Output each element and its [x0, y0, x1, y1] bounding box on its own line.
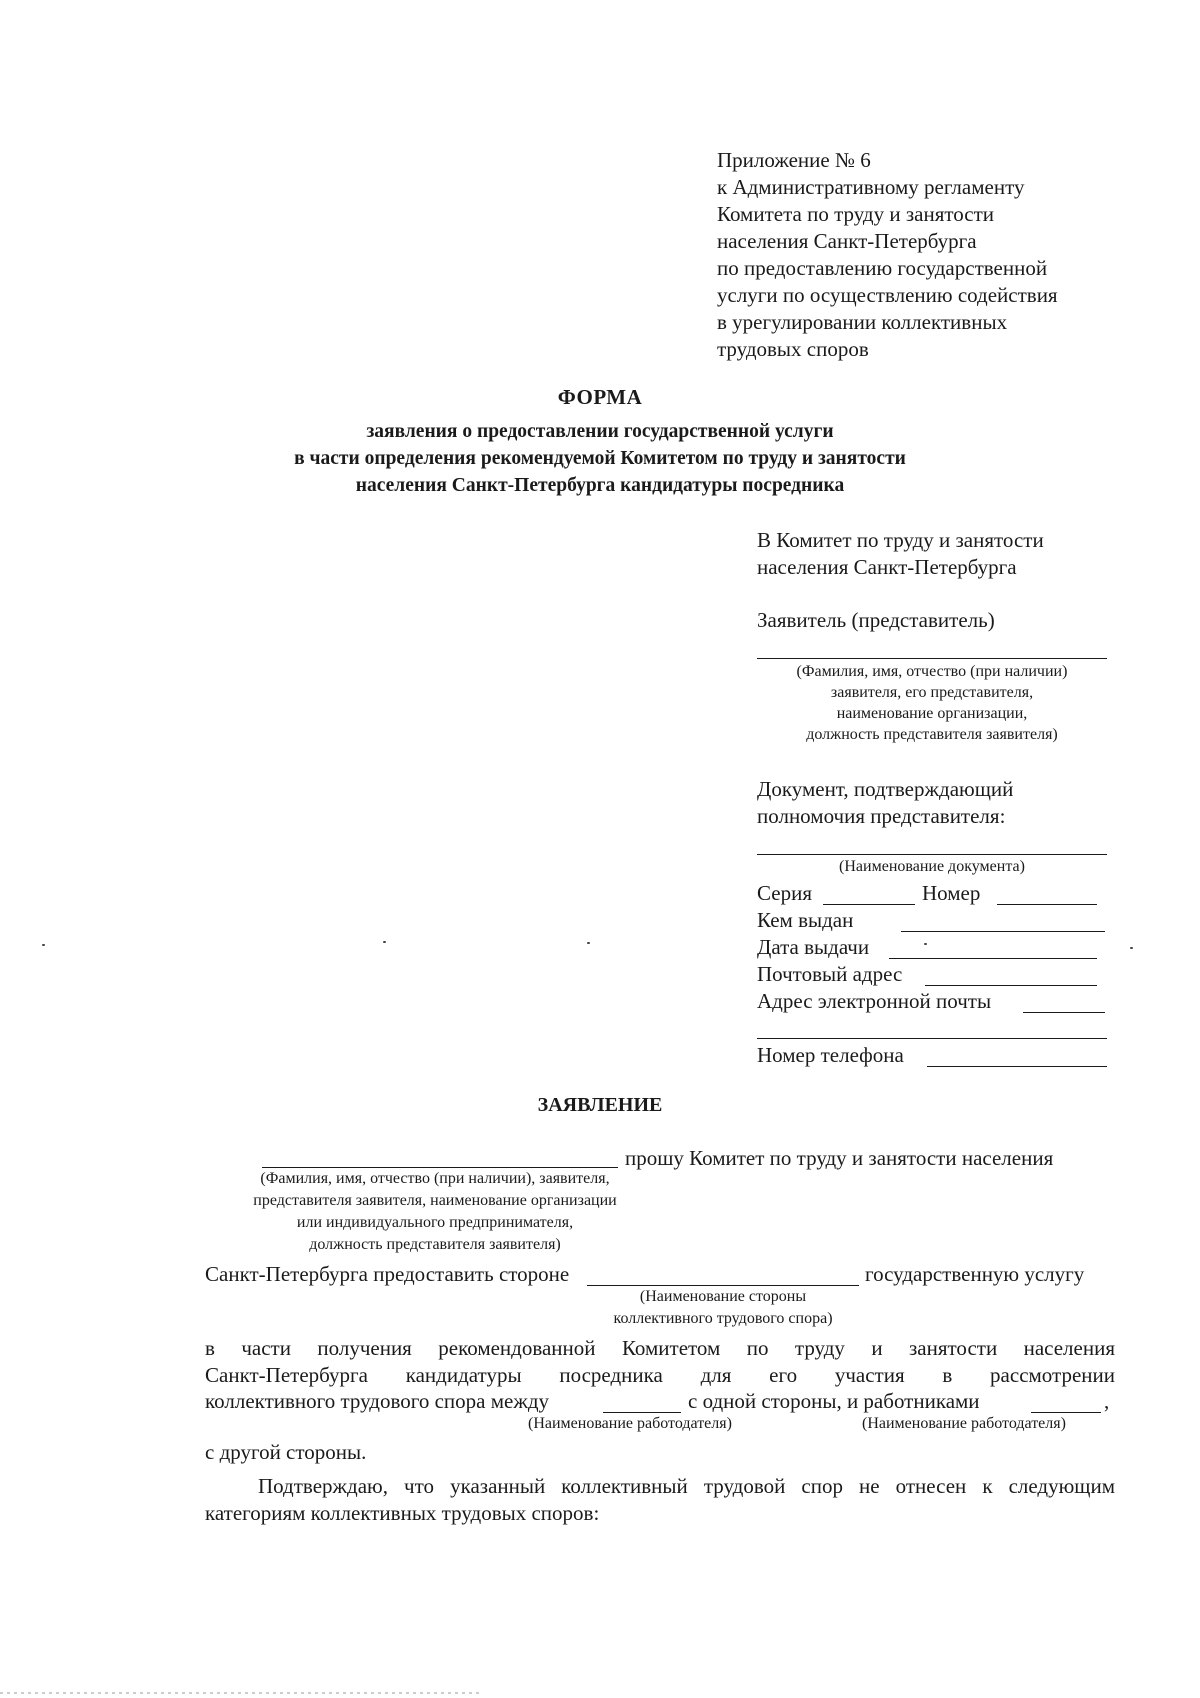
form-subtitle-line: в части определения рекомендуемой Комитетом по труду и занятости: [294, 448, 906, 469]
party-caption: коллективного трудового спора): [613, 1310, 833, 1327]
form-subtitle-line: заявления о предоставлении государственной услуги: [366, 421, 834, 442]
statement-title: ЗАЯВЛЕНИЕ: [537, 1094, 663, 1116]
confirm-line: Подтверждаю, что указанный коллективный трудовой спор не отнесен к следующим: [258, 1474, 1115, 1498]
applicant-label: Заявитель (представитель): [757, 608, 995, 632]
employer-caption: (Наименование работодателя): [862, 1415, 1066, 1432]
scan-speck: [42, 944, 45, 946]
paragraph-line4: с другой стороны.: [205, 1440, 367, 1464]
scan-speck: [1130, 947, 1133, 949]
party-name-field[interactable]: [587, 1285, 859, 1286]
document-caption: (Наименование документа): [839, 858, 1025, 875]
applicant-name-field[interactable]: [262, 1167, 618, 1168]
appendix-line: по предоставлению государственной: [717, 256, 1048, 280]
appendix-line: Комитета по труду и занятости: [717, 202, 995, 226]
appendix-line: к Административному регламенту: [717, 175, 1025, 199]
scan-speck: [924, 943, 927, 945]
employer-field-2[interactable]: [1031, 1412, 1101, 1413]
issue-date-label: Дата выдачи: [757, 935, 870, 959]
statement-line1: прошу Комитет по труду и занятости населения: [625, 1146, 1054, 1170]
phone-label: Номер телефона: [757, 1043, 904, 1067]
issue-date-field[interactable]: [889, 958, 1097, 959]
appendix-line: Приложение № 6: [717, 148, 871, 172]
statement-line2-end: государственную услугу: [865, 1262, 1085, 1286]
phone-field[interactable]: [927, 1066, 1107, 1067]
applicant-name-caption: (Фамилия, имя, отчество (при наличии), заявителя,: [260, 1170, 610, 1187]
applicant-caption: должность представителя заявителя): [806, 726, 1058, 743]
postal-address-field[interactable]: [925, 985, 1097, 986]
document-label: Документ, подтверждающий: [757, 777, 1014, 801]
applicant-field[interactable]: [757, 658, 1107, 659]
postal-address-label: Почтовый адрес: [757, 962, 903, 986]
issued-by-label: Кем выдан: [757, 908, 854, 932]
number-label: Номер: [922, 881, 981, 905]
scan-speck: [587, 942, 590, 944]
applicant-name-caption: или индивидуального предпринимателя,: [296, 1214, 574, 1231]
document-name-field[interactable]: [757, 854, 1107, 855]
appendix-line: населения Санкт-Петербурга: [717, 229, 977, 253]
document-label: полномочия представителя:: [757, 804, 1006, 828]
appendix-block: [717, 147, 1137, 363]
series-field[interactable]: [823, 904, 915, 905]
paragraph-line3-middle: с одной стороны, и работниками: [688, 1389, 980, 1413]
paragraph-line: в части получения рекомендованной Комитетом по труду и занятости населения: [205, 1336, 1115, 1360]
number-field[interactable]: [997, 904, 1097, 905]
appendix-line: услуги по осуществлению содействия: [717, 283, 1058, 307]
email-field-continuation[interactable]: [757, 1038, 1107, 1039]
employer-field[interactable]: [603, 1412, 681, 1413]
form-title: ФОРМА: [557, 385, 643, 409]
applicant-caption: (Фамилия, имя, отчество (при наличии): [796, 663, 1068, 680]
applicant-caption: заявителя, его представителя,: [830, 684, 1034, 701]
paragraph-line3-comma: ,: [1104, 1389, 1110, 1413]
issued-by-field[interactable]: [901, 931, 1105, 932]
appendix-line: трудовых споров: [717, 337, 869, 361]
email-label: Адрес электронной почты: [757, 989, 992, 1013]
form-subtitle-line: населения Санкт-Петербурга кандидатуры посредника: [355, 475, 845, 496]
confirm-line: категориям коллективных трудовых споров:: [205, 1501, 600, 1525]
applicant-name-caption: должность представителя заявителя): [309, 1236, 561, 1253]
employer-caption: (Наименование работодателя): [528, 1415, 732, 1432]
paragraph-line: Санкт-Петербурга кандидатуры посредника для его участия в рассмотрении: [205, 1363, 1115, 1387]
applicant-name-caption: представителя заявителя, наименование организации: [253, 1192, 617, 1209]
addressee-line: В Комитет по труду и занятости: [757, 528, 1044, 552]
paragraph-line3-start: коллективного трудового спора между: [205, 1389, 550, 1413]
applicant-caption: наименование организации,: [836, 705, 1028, 722]
email-field[interactable]: [1023, 1012, 1105, 1013]
scan-speck: [383, 941, 386, 943]
appendix-line: в урегулировании коллективных: [717, 310, 1008, 334]
statement-line2-start: Санкт-Петербурга предоставить стороне: [205, 1262, 570, 1286]
series-label: Серия: [757, 881, 812, 905]
party-caption: (Наименование стороны: [639, 1288, 807, 1305]
scan-edge-artifact: [0, 1692, 480, 1694]
addressee-line: населения Санкт-Петербурга: [757, 555, 1017, 579]
